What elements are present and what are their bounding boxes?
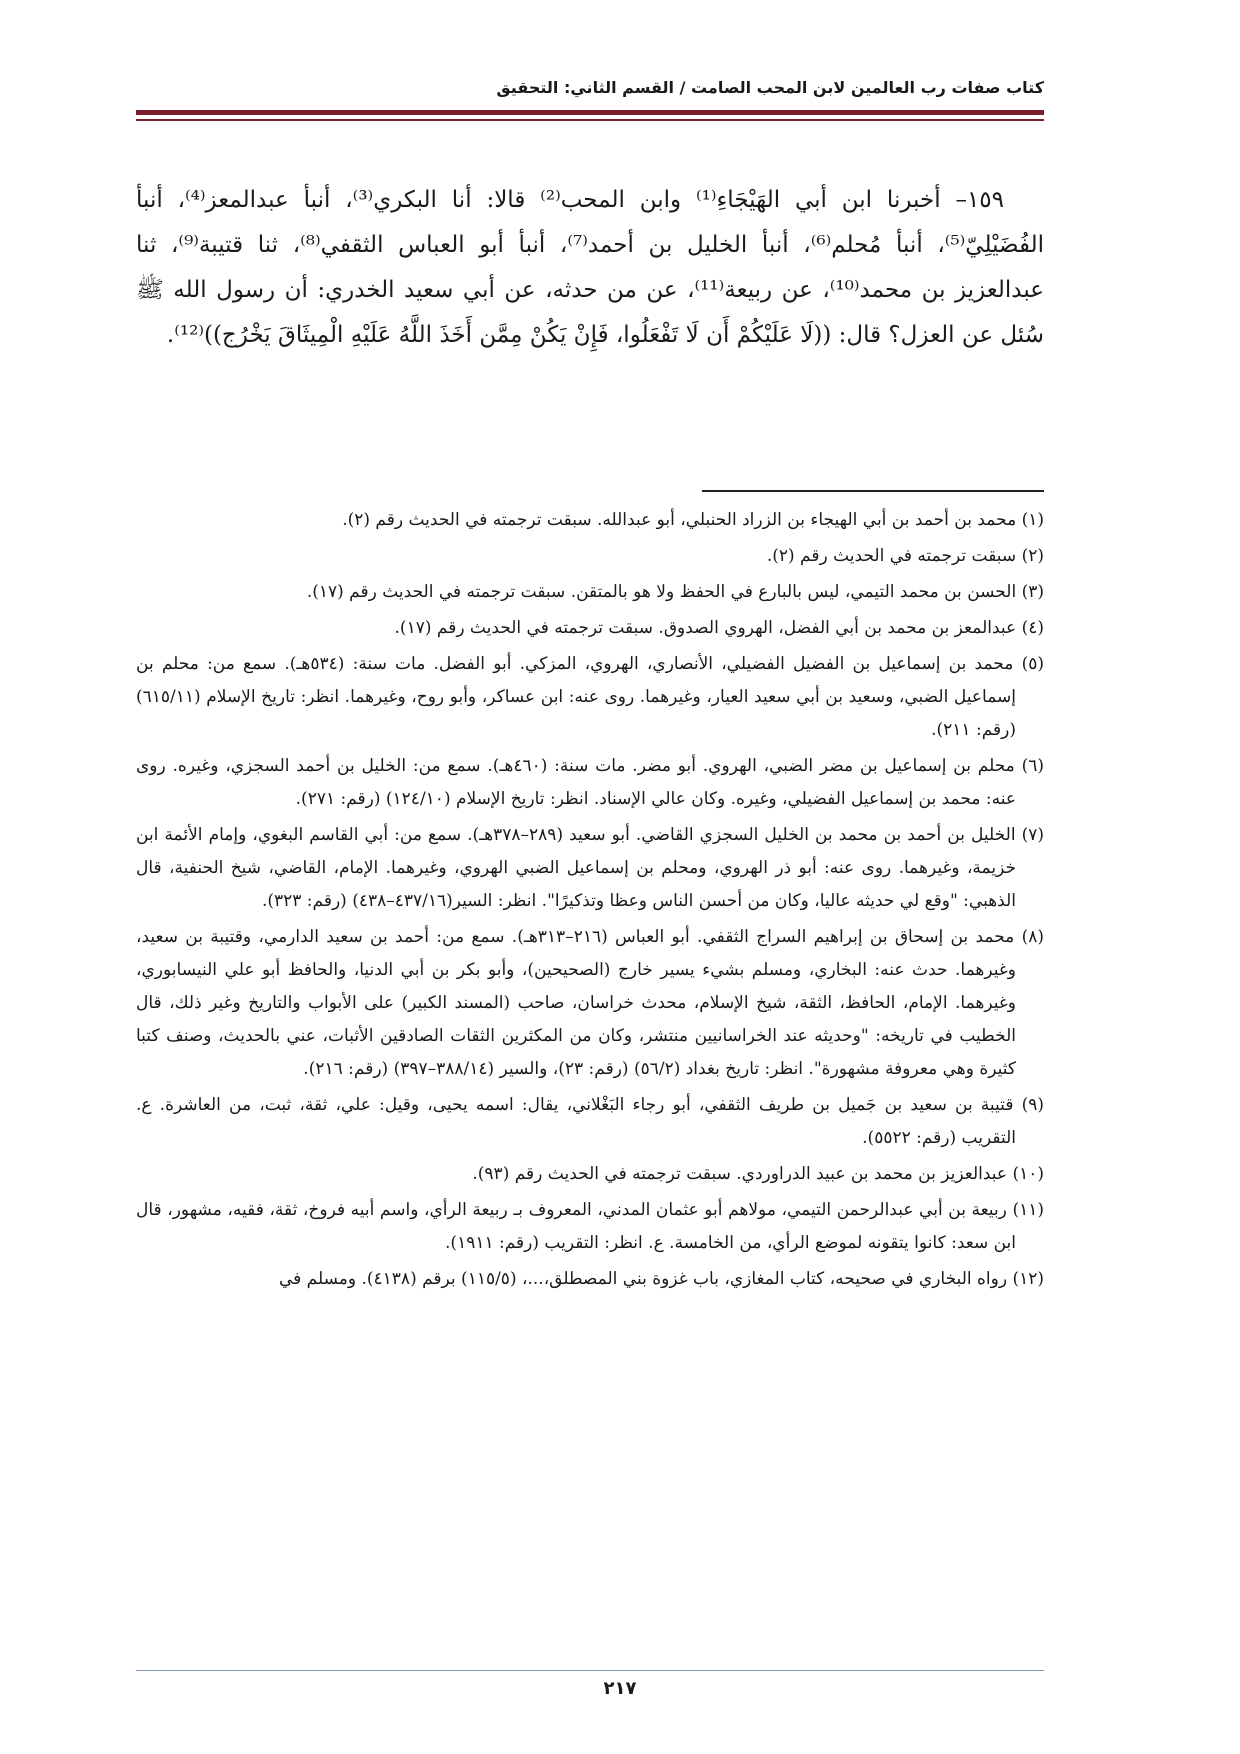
- footnote-5: (٥) محمد بن إسماعيل بن الفضيل الفضيلي، الأنصاري، الهروي، المزكي. أبو الفضل. مات سنة: (٥٣٤هـ). سمع من: محلم بن إسماعيل الضبي، وسعيد بن أبي سعيد العيار، وغيرهما. روى عنه: ابن عساكر، وأبو روح، وغيرهما. انظر: تاريخ الإسلام (٦١٥/١١) (رقم: ٢١١).: [136, 654, 1044, 740]
- footnotes-list: [136, 504, 1044, 1299]
- footer-rule: [136, 1670, 1044, 1671]
- footnote-2: (٢) سبقت ترجمته في الحديث رقم (٢).: [766, 546, 1044, 566]
- footnote-11: (١١) ربيعة بن أبي عبدالرحمن التيمي، مولاهم أبو عثمان المدني، المعروف بـ ربيعة الرأي، واسم أبيه فروخ، ثقة، فقيه، مشهور، قال ابن سعد: كانوا يتقونه لموضع الرأي، من الخامسة. ع. انظر: التقريب (رقم: ١٩١١).: [136, 1200, 1044, 1253]
- running-header: كتاب صفات رب العالمين لابن المحب الصامت / القسم الثاني: التحقيق: [496, 78, 1044, 97]
- footnote-6: (٦) محلم بن إسماعيل بن مضر الضبي، الهروي. أبو مضر. مات سنة: (٤٦٠هـ). سمع من: الخليل بن أحمد السجزي، وغيره. روى عنه: محمد بن إسماعيل الفضيلي، وغيره. وكان عالي الإسناد. انظر: تاريخ الإسلام (١٢٤/١٠) (رقم: ٢٧١).: [136, 756, 1045, 809]
- footnote-10: (١٠) عبدالعزيز بن محمد بن عبيد الدراوردي. سبقت ترجمته في الحديث رقم (٩٣).: [472, 1164, 1044, 1184]
- footnote-8: (٨) محمد بن إسحاق بن إبراهيم السراج الثقفي. أبو العباس (٢١٦–٣١٣هـ). سمع من: أحمد بن سعيد الدارمي، وقتيبة بن سعيد، وغيرهما. حدث عنه: البخاري، ومسلم بشيء يسير خارج (الصحيحين)، وأبو بكر بن أبي الدنيا، والحافظ أبو علي النيسابوري، وغيرهما. الإمام، الحافظ، الثقة، شيخ الإسلام، محدث خراسان، صاحب (المسند الكبير) على الأبواب والتاريخ وغير ذلك، قال الخطيب في تاريخه: "وحديثه عند الخراسانيين منتشر، وكان من المكثرين الثقات الصادقين الأثبات، عني بالحديث، وصنف كتبا كثيرة وهي معروفة مشهورة". انظر: تاريخ بغداد (٥٦/٢) (رقم: ٢٣)، والسير (٣٨٨/١٤–٣٩٧) (رقم: ٢١٦).: [136, 927, 1045, 1079]
- page-number: ٢١٧: [603, 1678, 637, 1699]
- hadith-text: ١٥٩– أخبرنا ابن أبي الهَيْجَاءِ⁽¹⁾ وابن المحب⁽²⁾ قالا: أنا البكري⁽³⁾، أنبأ عبدالمعز⁽⁴⁾، أنبأ الفُضَيْلِيّ⁽⁵⁾، أنبأ مُحلم⁽⁶⁾، أنبأ الخليل بن أحمد⁽⁷⁾، أنبأ أبو العباس الثقفي⁽⁸⁾، ثنا قتيبة⁽⁹⁾، ثنا عبدالعزيز بن محمد⁽¹⁰⁾، عن ربيعة⁽¹¹⁾، عن من حدثه، عن أبي سعيد الخدري: أن رسول الله ﷺ سُئل عن العزل؟ قال: ((لَا عَلَيْكُمْ أَن لَا تَفْعَلُوا، فَإِنْ يَكُنْ مِمَّن أَخَذَ اللَّهُ عَلَيْهِ الْمِيثَاقَ يَخْرُج))⁽¹²⁾.: [136, 187, 1045, 348]
- footnote-9: (٩) قتيبة بن سعيد بن جَميل بن طريف الثقفي، أبو رجاء البَغْلاني، يقال: اسمه يحيى، وقيل: علي، ثقة، ثبت، من العاشرة. ع. التقريب (رقم: ٥٥٢٢).: [136, 1095, 1044, 1148]
- footnote-7: (٧) الخليل بن أحمد بن محمد بن الخليل السجزي القاضي. أبو سعيد (٢٨٩–٣٧٨هـ). سمع من: أبي القاسم البغوي، وإمام الأئمة ابن خزيمة، وغيرهما. روى عنه: أبو ذر الهروي، ومحلم بن إسماعيل الضبي الهروي، وغيرهما. الإمام، القاضي، شيخ الحنفية، قال الذهبي: "وقع لي حديثه عاليا، وكان من أحسن الناس وعظا وتذكيرًا". انظر: السير(٤٣٧/١٦–٤٣٨) (رقم: ٣٢٣).: [136, 825, 1044, 911]
- footnote-1: (١) محمد بن أحمد بن أبي الهيجاء بن الزراد الحنبلي، أبو عبدالله. سبقت ترجمته في الحديث رقم (٢).: [342, 510, 1044, 530]
- header-rule-thin: [136, 119, 1044, 121]
- footnote-3: (٣) الحسن بن محمد التيمي، ليس بالبارع في الحفظ ولا هو بالمتقن. سبقت ترجمته في الحديث رقم (١٧).: [306, 582, 1044, 602]
- footnote-separator: [702, 490, 1044, 492]
- footnote-12: (١٢) رواه البخاري في صحيحه، كتاب المغازي، باب غزوة بني المصطلق،...، (١١٥/٥) برقم (٤١٣٨). ومسلم في: [278, 1269, 1044, 1289]
- header-rule-thick: [136, 110, 1044, 115]
- footnote-4: (٤) عبدالمعز بن محمد بن أبي الفضل، الهروي الصدوق. سبقت ترجمته في الحديث رقم (١٧).: [394, 618, 1044, 638]
